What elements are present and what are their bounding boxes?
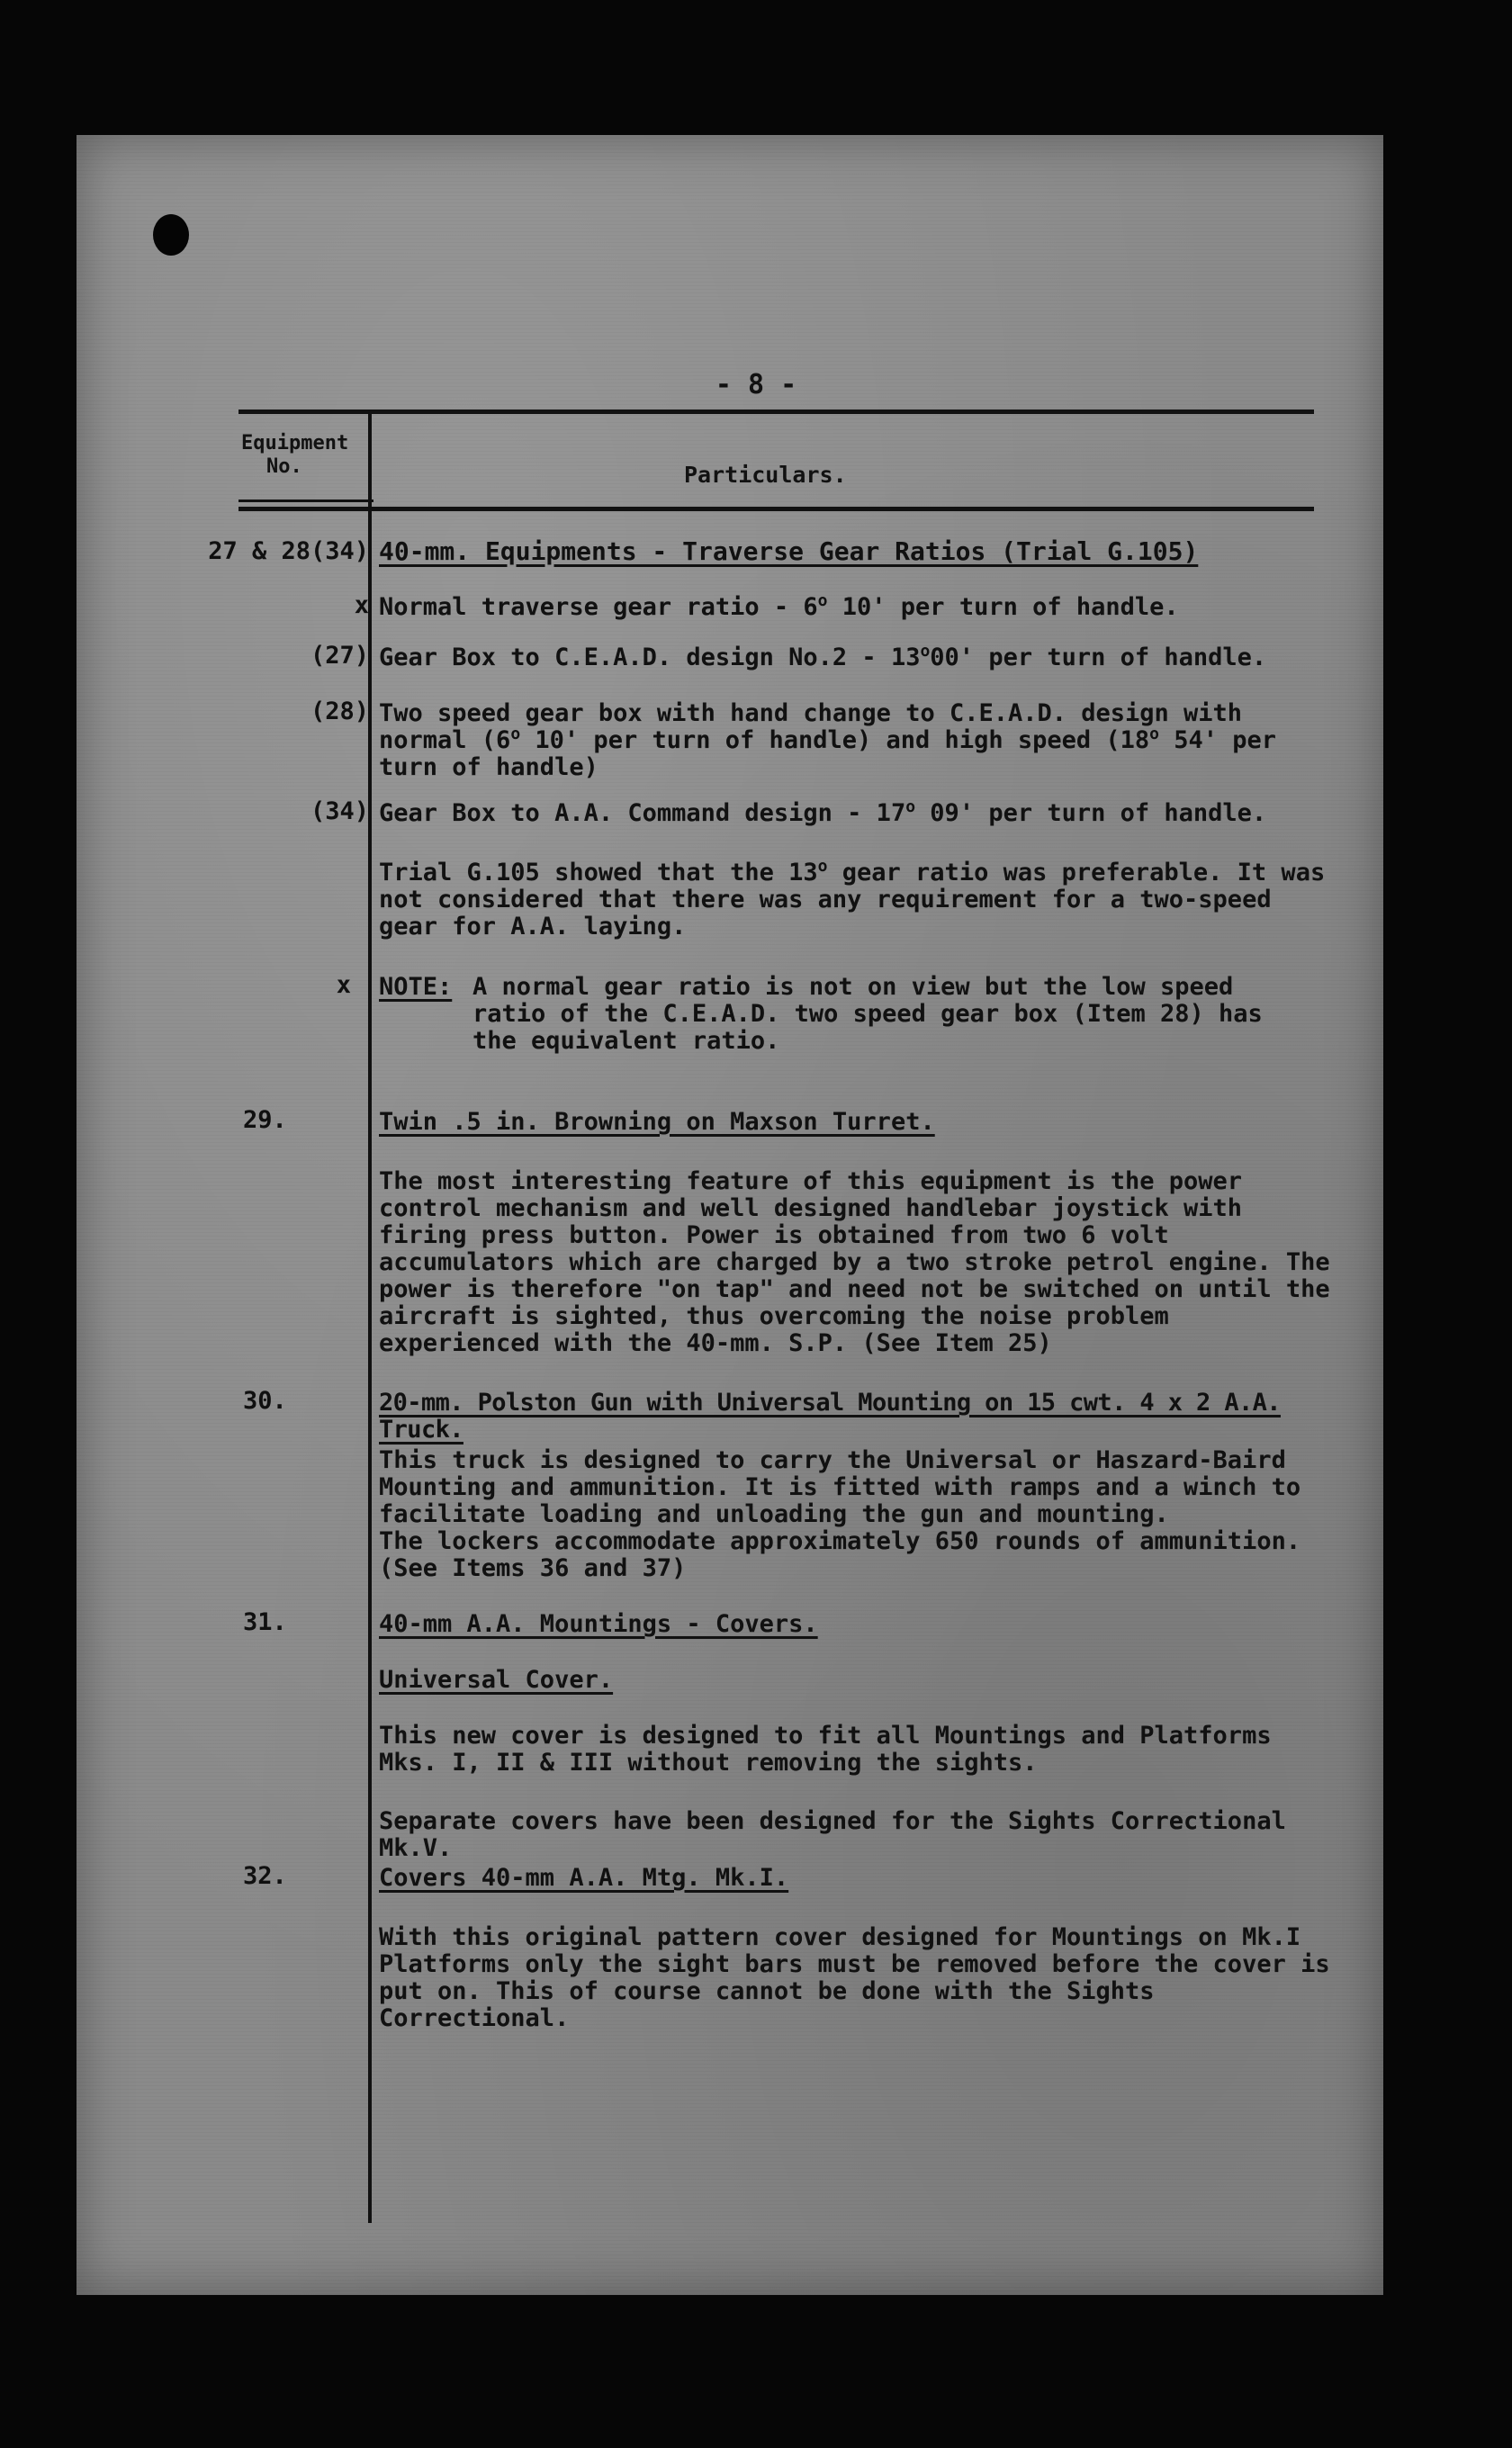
entry-heading: Covers 40-mm A.A. Mtg. Mk.I. bbox=[379, 1864, 789, 1892]
entry-number: 32. bbox=[243, 1862, 287, 1890]
column-divider bbox=[368, 410, 372, 2223]
header-bottom-rule bbox=[238, 507, 1314, 511]
entry-heading: 40-mm. Equipments - Traverse Gear Ratios (Trial G.105) bbox=[379, 536, 1199, 566]
entry-text: Gear Box to A.A. Command design - 17$^o$ 09' per turn of handle. bbox=[379, 797, 1267, 827]
entry-text: Two speed gear box with hand change to C.E.A.D. design with normal (6$^o$ 10' per turn of handle) and high speed (18$^o$ 54' per turn of handle) bbox=[379, 699, 1277, 781]
entry-text: Normal traverse gear ratio - 6$^o$ 10' per turn of handle. bbox=[379, 591, 1179, 621]
entry-paragraph: Trial G.105 showed that the 13$^o$ gear ratio was preferable. It was not considered that there was any requirement for a two-speed gear for A.A. laying. bbox=[379, 857, 1326, 940]
entry-number: (27) bbox=[310, 642, 369, 670]
entry-number: 31. bbox=[243, 1608, 287, 1636]
header-particulars: Particulars. bbox=[684, 462, 847, 488]
entry-paragraph: The lockers accommodate approximately 650 rounds of ammunition. (See Items 36 and 37) bbox=[379, 1527, 1301, 1582]
note-text: A normal gear ratio is not on view but the low speed ratio of the C.E.A.D. two speed gear box (Item 28) has the equivalent ratio. bbox=[472, 973, 1263, 1055]
page-number: - 8 - bbox=[715, 369, 797, 400]
entry-paragraph: Separate covers have been designed for the Sights Correctional Mk.V. bbox=[379, 1807, 1286, 1862]
entry-heading: 40-mm A.A. Mountings - Covers. bbox=[379, 1610, 818, 1638]
note-label: NOTE: bbox=[379, 973, 453, 1001]
header-top-rule bbox=[238, 410, 1314, 414]
entry-number: x bbox=[354, 591, 369, 619]
entry-paragraph: The most interesting feature of this equipment is the power control mechanism and well designed handlebar joystick with firing press button. Power is obtained from two 6 volt accumulators which are charged by a two stroke petrol engine. The power is therefore "on tap" and need not be switched on until the aircraft is sighted, thus overcoming the noise problem experienced with the 40-mm. S.P. (See Item 25) bbox=[379, 1167, 1330, 1357]
entry-paragraph: With this original pattern cover designed for Mountings on Mk.I Platforms only the sight bars must be removed before the cover is put on. This of course cannot be done with the Sights Correctional. bbox=[379, 1923, 1330, 2032]
header-equipment-line2: No. bbox=[266, 455, 302, 478]
entry-number: 27 & 28(34) bbox=[208, 537, 369, 565]
entry-number: x bbox=[336, 971, 351, 999]
entry-heading: 20-mm. Polston Gun with Universal Mounting on 15 cwt. 4 x 2 A.A. Truck. bbox=[379, 1389, 1281, 1444]
entry-number: 29. bbox=[243, 1106, 287, 1134]
entry-number: (28) bbox=[310, 698, 369, 725]
entry-heading: Twin .5 in. Browning on Maxson Turret. bbox=[379, 1108, 935, 1136]
entry-text: Gear Box to C.E.A.D. design No.2 - 13$^o$00' per turn of handle. bbox=[379, 642, 1267, 671]
entry-subheading: Universal Cover. bbox=[379, 1666, 614, 1694]
punch-hole bbox=[153, 214, 189, 256]
header-sub-rule-left bbox=[238, 500, 374, 502]
entry-number: (34) bbox=[310, 797, 369, 825]
header-equipment bbox=[241, 432, 367, 479]
entry-paragraph: This new cover is designed to fit all Mountings and Platforms Mks. I, II & III without removing the sights. bbox=[379, 1722, 1272, 1777]
header-equipment-line1: Equipment bbox=[241, 432, 349, 454]
entry-paragraph: This truck is designed to carry the Universal or Haszard-Baird Mounting and ammunition. It is fitted with ramps and a winch to facilitate loading and unloading the gun and mounting. bbox=[379, 1446, 1301, 1528]
entry-number: 30. bbox=[243, 1387, 287, 1415]
